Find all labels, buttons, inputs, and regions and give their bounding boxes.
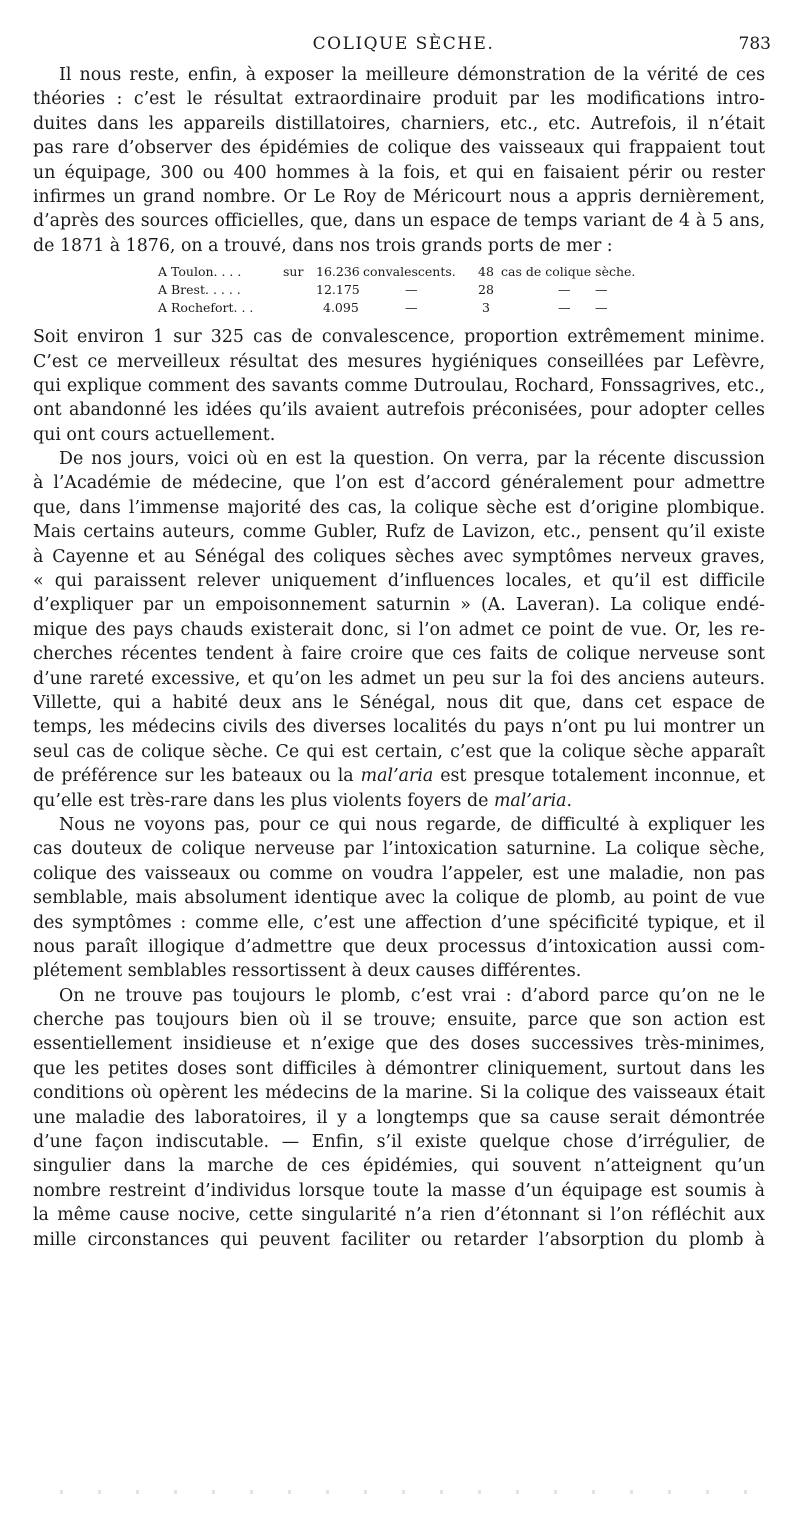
stats-table [33,263,765,317]
table-cell-place: A Toulon. . . . [158,264,242,280]
table-cell-ditto: — [558,282,571,298]
text-line: cas douteux de colique nerveuse par l’intoxication saturnine. La colique sèche, [33,839,765,860]
table-cell-ditto: — [405,300,418,316]
text-line [33,764,765,788]
text-line: d’après des sources officielles, que, dans un espace de temps variant de 4 à 5 ans, [33,211,765,232]
text-line: d’une rareté excessive, et qu’on les admet un peu sur la foi des anciens auteurs. [33,668,765,689]
text-line: semblable, mais absolument identique avec la colique de plomb, au point de vue [33,888,765,909]
body-text [33,63,765,1252]
table-cell-total: 4.095 [323,300,359,316]
text-line: essentiellement insidieuse et n’exige que des doses successives très-minimes, [33,1034,765,1055]
text-segment: de préférence sur les bateaux ou la [33,766,361,787]
table-cell-total: 16.236 [316,264,360,280]
text-line: colique des vaisseaux ou comme on voudra l’appeler, est une maladie, non pas [33,863,765,884]
table-cell-total: 12.175 [316,282,360,298]
paragraph-4 [33,813,765,984]
table-cell-place: A Brest. . . . . [158,282,241,298]
text-line: On ne trouve pas toujours le plomb, c’est vrai : d’abord parce qu’on ne le [59,985,765,1006]
text-line: qui ont cours actuellement. [33,424,276,445]
text-line: théories : c’est le résultat extraordinaire produit par les modifications intro- [33,89,765,110]
italic-term: mal’aria [360,766,434,787]
text-line: plétement semblables ressortissent à deux causes différentes. [33,961,582,982]
text-line: Soit environ 1 sur 325 cas de convalescence, proportion extrêmement minime. [33,327,765,348]
text-line: ont abandonné les idées qu’ils avaient autrefois préconisées, pour adopter celles [33,400,765,421]
text-line: qui explique comment des savants comme Dutroulau, Rochard, Fonssagrives, etc., [33,375,765,396]
table-cell-ditto: — [595,300,608,316]
text-segment: . [566,790,573,811]
table-cell-label: convalescents. [363,264,456,280]
text-line: à l’Académie de médecine, que l’on est d’accord généralement pour admettre [33,473,765,494]
table-row [33,281,765,299]
text-line: nombre restreint d’individus lorsque toute la masse d’un équipage est soumis à [33,1180,765,1201]
text-line: infirmes un grand nombre. Or Le Roy de Méricourt nous a appris dernièrement, [33,186,765,207]
text-line: pas rare d’observer des épidémies de colique des vaisseaux qui frappaient tout [33,138,765,159]
page-number: 783 [738,34,771,54]
text-segment: qu’elle est très-rare dans les plus violents foyers de [33,790,494,811]
text-line [33,789,765,813]
text-line: « qui paraissent relever uniquement d’influences locales, et qu’il est difficile [33,571,765,592]
text-line: cherches récentes tendent à faire croire que ces faits de colique nerveuse sont [33,644,765,665]
text-line: Mais certains auteurs, comme Gubler, Rufz de Lavizon, etc., pensent qu’il existe [33,522,765,543]
text-line: à Cayenne et au Sénégal des coliques sèches avec symptômes nerveux graves, [33,546,765,567]
text-segment: est presque totalement inconnue, et [433,766,765,787]
text-line: nous paraît illogique d’admettre que deux processus d’intoxication aussi com- [33,936,765,957]
text-line: mique des pays chauds existerait donc, si l’on admet ce point de vue. Or, les re- [33,619,765,640]
table-cell-cases: 48 [478,264,494,280]
text-line: Il nous reste, enfin, à exposer la meilleure démonstration de la vérité de ces [59,65,765,85]
table-cell-cases: 28 [478,282,494,298]
table-cell-ditto: — [558,300,571,316]
table-cell-ditto: — [405,282,418,298]
text-line: des symptômes : comme elle, c’est une affection d’une spécificité typique, et il [33,912,765,933]
text-line: De nos jours, voici où en est la question. On verra, par la récente discussion [59,449,765,470]
italic-term: mal’aria [493,790,567,811]
scan-bleed-through [60,1490,760,1494]
text-line: cherche pas toujours bien où il se trouve; ensuite, parce que son action est [33,1010,765,1031]
text-line: Nous ne voyons pas, pour ce qui nous regarde, de difficulté à expliquer les [59,814,765,835]
text-line: la même cause nocive, cette singularité n’a rien d’étonnant si l’on réfléchit aux [33,1205,765,1226]
running-title: COLIQUE SÈCHE. [312,34,495,54]
paragraph-2 [33,325,765,447]
text-line: duites dans les appareils distillatoires, charniers, etc., etc. Autrefois, il n’était [33,113,765,134]
text-line: une maladie des laboratoires, il y a longtemps que sa cause serait démontrée [33,1107,765,1128]
table-row [33,263,765,281]
paragraph-1 [33,63,765,258]
text-line: singulier dans la marche de ces épidémies, qui souvent n’atteignent qu’un [33,1156,765,1177]
text-line: Villette, qui a habité deux ans le Sénégal, nous dit que, dans cet espace de [33,692,765,713]
text-line: conditions où opèrent les médecins de la marine. Si la colique des vaisseaux était [33,1083,765,1104]
table-cell-place: A Rochefort. . . [158,300,254,316]
paragraph-3 [33,447,765,813]
page-header [36,30,771,60]
table-cell-sur: sur [283,264,304,280]
table-cell-label: cas de colique sèche. [501,264,636,280]
text-line: que les petites doses sont difficiles à démontrer cliniquement, surtout dans les [33,1058,765,1079]
text-line: de 1871 à 1876, on a trouvé, dans nos trois grands ports de mer : [33,235,613,256]
text-line: C’est ce merveilleux résultat des mesures hygiéniques conseillées par Lefèvre, [33,351,765,372]
text-line: seul cas de colique sèche. Ce qui est certain, c’est que la colique sèche apparaît [33,741,765,762]
text-line: d’expliquer par un empoisonnement saturnin » (A. Laveran). La colique endé- [33,595,765,616]
table-cell-ditto: — [595,282,608,298]
table-cell-cases: 3 [482,300,490,316]
text-line: mille circonstances qui peuvent faciliter ou retarder l’absorption du plomb à [33,1229,765,1250]
table-row [33,299,765,317]
text-line: que, dans l’immense majorité des cas, la colique sèche est d’origine plombique. [33,497,765,518]
paragraph-5 [33,984,765,1252]
text-line: un équipage, 300 ou 400 hommes à la fois, et qui en faisaient périr ou rester [33,162,765,183]
text-line: temps, les médecins civils des diverses localités du pays n’ont pu lui montrer un [33,717,765,738]
text-line: d’une façon indiscutable. — Enfin, s’il existe quelque chose d’irrégulier, de [33,1132,765,1153]
